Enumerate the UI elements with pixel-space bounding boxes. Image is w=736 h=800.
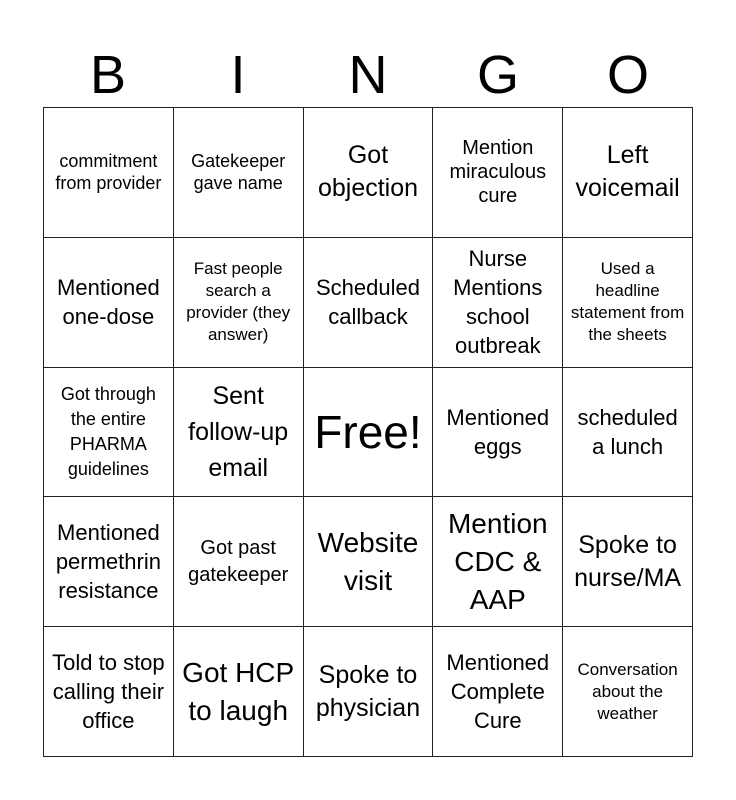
bingo-cell-r5-c4 [433,627,563,757]
bingo-cell-r3-c5 [563,368,693,498]
cell-text: Sent follow-up email [188,381,289,482]
cell-text: scheduled a lunch [577,404,678,459]
bingo-cell-r2-c2 [174,238,304,368]
cell-text: Spoke to nurse/MA [574,530,682,592]
cell-text: Left voicemail [575,141,680,203]
bingo-cell-r5-c2 [174,627,304,757]
cell-text: Got through the entire PHARMA guidelines [60,383,156,479]
bingo-cell-r3-c1 [44,368,174,498]
bingo-cell-r1-c1 [44,108,174,238]
cell-text: Mention CDC & AAP [447,507,548,615]
bingo-cell-r4-c5 [563,497,693,627]
cell-text: Mentioned Complete Cure [446,650,550,734]
bingo-cell-r5-c5 [563,627,693,757]
bingo-cell-r2-c4 [433,238,563,368]
bingo-cell-r2-c3 [304,238,434,368]
cell-text: Mentioned eggs [446,404,550,459]
cell-text: commitment from provider [55,151,162,194]
header-letter-o: O [606,45,649,105]
cell-text: Mentioned one-dose [57,275,160,330]
cell-text: Mention miraculous cure [449,137,547,208]
bingo-cell-r3-c2 [174,368,304,498]
bingo-cell-r4-c2 [174,497,304,627]
bingo-cell-r4-c4 [433,497,563,627]
cell-text: Conversation about the weather [577,659,678,723]
cell-text: Mentioned permethrin resistance [55,520,161,604]
cell-text: Nurse Mentions school outbreak [453,246,543,359]
bingo-cell-r4-c1 [44,497,174,627]
bingo-cell-r5-c3 [304,627,434,757]
bingo-header [43,44,693,106]
free-space-text: Free! [314,405,422,458]
header-letter-n: N [348,45,388,105]
bingo-cell-r1-c5 [563,108,693,238]
header-letter-i: I [230,45,246,105]
bingo-cell-r3-c4 [433,368,563,498]
cell-text: Scheduled callback [316,275,420,330]
cell-text: Got past gatekeeper [188,536,289,586]
bingo-grid [43,107,693,757]
header-letter-g: G [476,45,519,105]
bingo-cell-r5-c1 [44,627,174,757]
cell-text: Fast people search a provider (they answer) [186,259,291,345]
cell-text: Got objection [317,141,419,203]
cell-text: Used a headline statement from the sheets [570,259,685,345]
header-letter-b: B [89,45,127,105]
bingo-cell-r1-c2 [174,108,304,238]
bingo-cell-r2-c5 [563,238,693,368]
cell-text: Told to stop calling their office [52,650,165,734]
cell-text: Got HCP to laugh [182,656,295,726]
cell-text: Spoke to physician [315,660,421,722]
cell-text: Website visit [317,526,419,596]
bingo-cell-r4-c3 [304,497,434,627]
bingo-cell-r1-c3 [304,108,434,238]
cell-text: Gatekeeper gave name [191,151,286,194]
bingo-cell-free [304,368,434,498]
bingo-cell-r2-c1 [44,238,174,368]
bingo-cell-r1-c4 [433,108,563,238]
